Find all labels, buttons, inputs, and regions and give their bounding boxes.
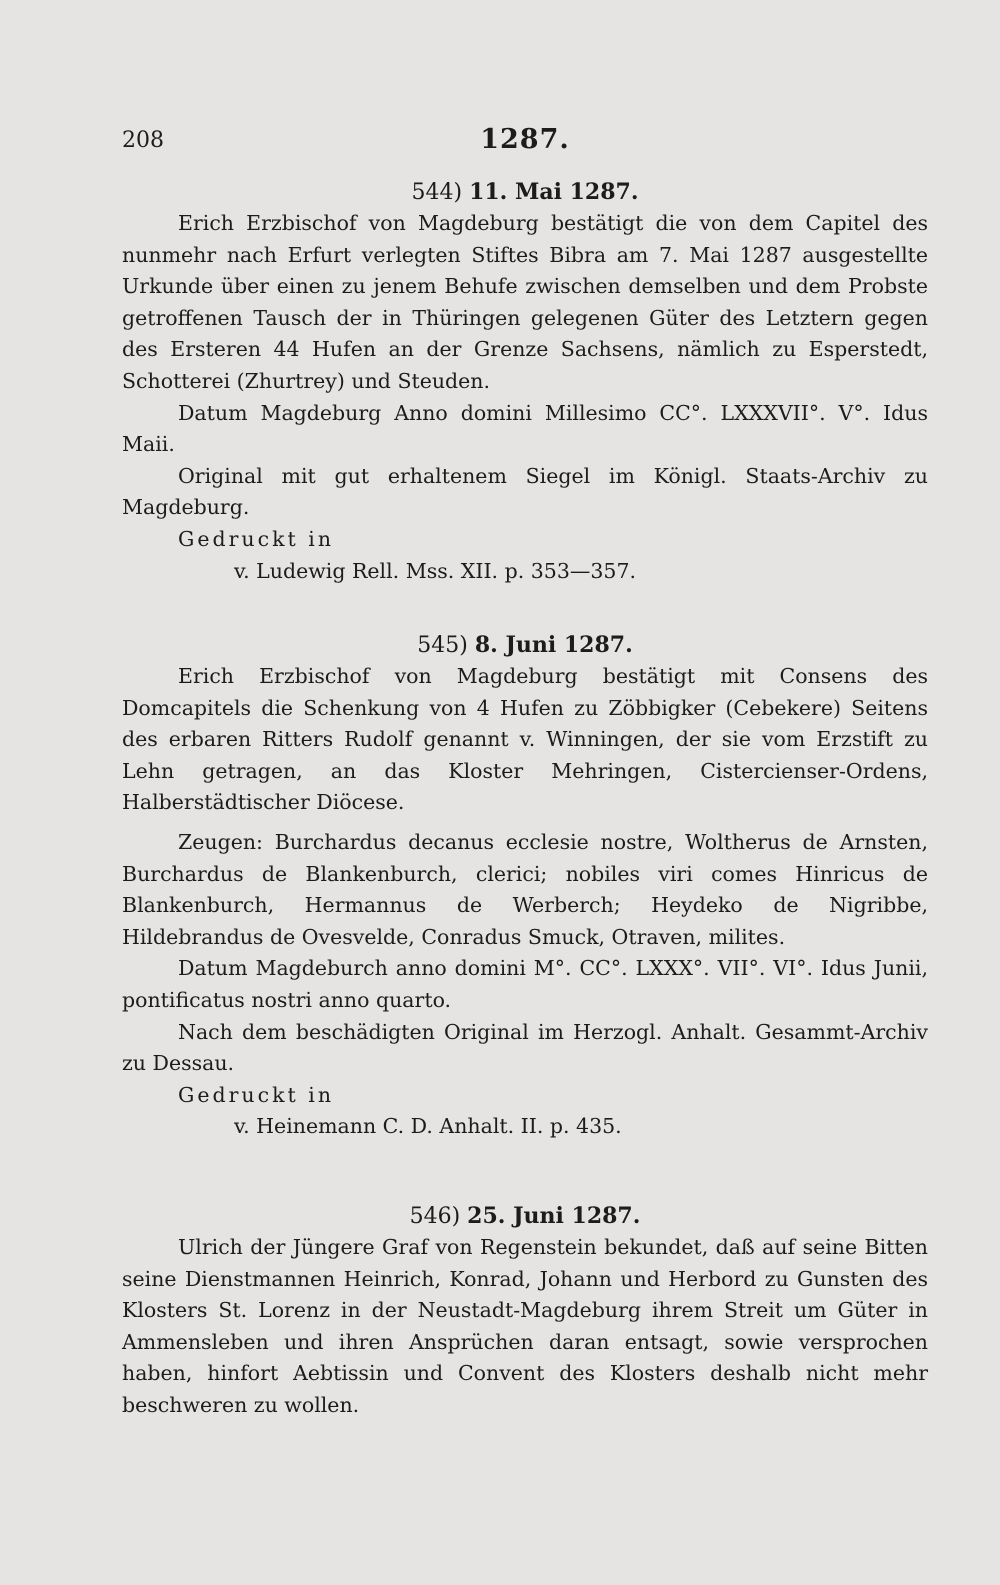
source-note: Nach dem beschädigten Original im Herzogl. Anhalt. Gesammt-Archiv zu Dessau. [122, 1019, 928, 1076]
document-heading [122, 629, 928, 661]
printed-reference: v. Heinemann C. D. Anhalt. II. p. 435. [234, 1114, 622, 1139]
document-546 [122, 1200, 928, 1422]
document-545 [122, 629, 928, 1143]
document-544 [122, 176, 928, 587]
printed-label: Gedruckt in [178, 1082, 335, 1107]
document-number: 546) [409, 1204, 461, 1229]
document-summary: Ulrich der Jüngere Graf von Regenstein bekundet, daß auf seine Bitten seine Dienstmannen Heinrich, Konrad, Johann und Herbord zu Gunsten des Klosters St. Lorenz in der Neustadt-Magdeburg ihrem Streit um Güter in Ammensleben und ihren Ansprüchen daran entsagt, sowie versprochen haben, hinfort Aebtissin und Convent des Klosters deshalb nicht mehr beschweren zu wollen. [122, 1235, 928, 1417]
datum-line: Datum Magdeburch anno domini M°. CC°. LXXX°. VII°. VI°. Idus Junii, pontificatus nostri anno quarto. [122, 956, 928, 1012]
printed-reference: v. Ludewig Rell. Mss. XII. p. 353—357. [234, 558, 637, 583]
original-note: Original mit gut erhaltenem Siegel im Königl. Staats-Archiv zu Magdeburg. [122, 463, 928, 520]
document-summary: Erich Erzbischof von Magdeburg bestätigt mit Consens des Domcapitels die Schenkung von 4 Hufen zu Zöbbigker (Cebekere) Seitens des erbaren Ritters Rudolf genannt v. Winningen, der sie vom Erzstift zu Lehn getragen, an das Kloster Mehringen, Cistercienser-Ordens, Halberstädtischer Diöcese. [122, 664, 928, 815]
page-number: 208 [122, 128, 164, 153]
document-number: 544) [411, 180, 463, 205]
datum-line: Datum Magdeburg Anno domini Millesimo CC°. LXXXVII°. V°. Idus Maii. [122, 400, 928, 457]
document-number: 545) [417, 633, 468, 658]
document-date: 11. Mai 1287. [469, 179, 639, 205]
witness-list: Zeugen: Burchardus decanus ecclesie nostre, Woltherus de Arnsten, Burchardus de Blankenburch, clerici; nobiles viri comes Hinricus de Blankenburch, Hermannus de Werberch; Heydeko de Nigribbe, Hildebrandus de Ovesvelde, Conradus Smuck, Otraven, milites. [122, 829, 928, 949]
document-date: 25. Juni 1287. [467, 1203, 641, 1229]
document-date: 8. Juni 1287. [474, 632, 633, 658]
running-year: 1287. [480, 124, 570, 155]
page-header [122, 124, 928, 168]
document-heading [122, 176, 928, 208]
document-heading [122, 1200, 928, 1232]
document-summary: Erich Erzbischof von Magdeburg bestätigt die von dem Capitel des nunmehr nach Erfurt verlegten Stiftes Bibra am 7. Mai 1287 ausgestellte Urkunde über einen zu jenem Behufe zwischen demselben und dem Probste getroffenen Tausch der in Thüringen gelegenen Güter des Letztern gegen des Ersteren 44 Hufen an der Grenze Sachsens, nämlich zu Esperstedt, Schotterei (Zhurtrey) und Steuden. [122, 211, 928, 393]
printed-label: Gedruckt in [178, 526, 335, 551]
